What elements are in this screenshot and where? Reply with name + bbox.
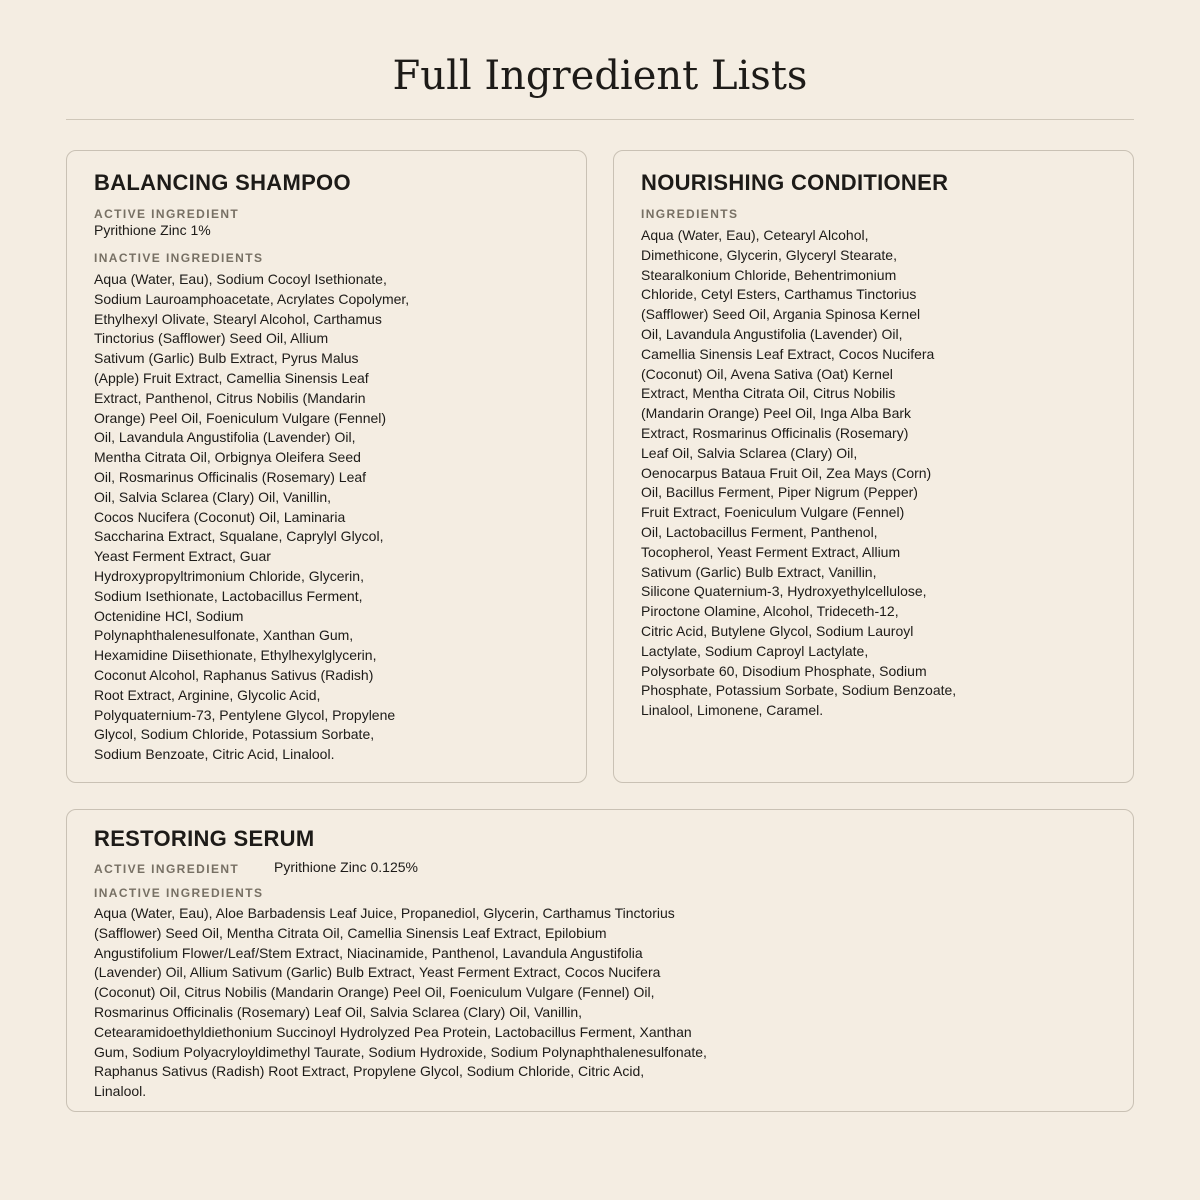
shampoo-ingredient-line: (Apple) Fruit Extract, Camellia Sinensis Leaf (94, 369, 369, 386)
shampoo-inactive-ingredients (94, 270, 409, 765)
serum-card (66, 809, 1134, 1112)
conditioner-ingredient-line: Phosphate, Potassium Sorbate, Sodium Benzoate, (641, 682, 957, 699)
page-title: Full Ingredient Lists (392, 53, 808, 99)
conditioner-ingredient-line: Aqua (Water, Eau), Cetearyl Alcohol, (641, 227, 869, 243)
shampoo-ingredient-line: Hydroxypropyltrimonium Chloride, Glycerin, (94, 567, 364, 584)
conditioner-ingredient-line: Lactylate, Sodium Caproyl Lactylate, (641, 642, 869, 659)
conditioner-ingredient-line: Chloride, Cetyl Esters, Carthamus Tinctorius (641, 286, 917, 303)
shampoo-title: BALANCING SHAMPOO (94, 170, 351, 195)
shampoo-ingredient-line: Sodium Lauroamphoacetate, Acrylates Copolymer, (94, 290, 410, 307)
conditioner-ingredient-line: Stearalkonium Chloride, Behentrimonium (641, 266, 897, 283)
shampoo-ingredient-line: Saccharina Extract, Squalane, Caprylyl Glycol, (94, 528, 384, 545)
shampoo-ingredient-line: Root Extract, Arginine, Glycolic Acid, (94, 686, 321, 703)
shampoo-ingredient-line: Polynaphthalenesulfonate, Xanthan Gum, (94, 627, 354, 644)
shampoo-ingredient-line: Yeast Ferment Extract, Guar (94, 548, 271, 565)
serum-ingredient-line: (Lavender) Oil, Allium Sativum (Garlic) Bulb Extract, Yeast Ferment Extract, Cocos Nucifera (94, 964, 661, 981)
conditioner-ingredient-line: Oil, Lactobacillus Ferment, Panthenol, (641, 523, 878, 540)
shampoo-ingredient-line: Extract, Panthenol, Citrus Nobilis (Mandarin (94, 389, 366, 406)
shampoo-ingredient-line: Aqua (Water, Eau), Sodium Cocoyl Isethionate, (94, 271, 387, 287)
shampoo-ingredient-line: Oil, Lavandula Angustifolia (Lavender) Oil, (94, 429, 356, 446)
conditioner-ingredients (641, 226, 956, 721)
conditioner-ingredient-line: Oil, Bacillus Ferment, Piper Nigrum (Pepper) (641, 484, 918, 501)
shampoo-active-value: Pyrithione Zinc 1% (94, 222, 211, 238)
shampoo-ingredient-line: Sodium Isethionate, Lactobacillus Ferment, (94, 587, 363, 604)
shampoo-ingredient-line: Polyquaternium-73, Pentylene Glycol, Propylene (94, 706, 396, 723)
conditioner-ingredient-line: Leaf Oil, Salvia Sclarea (Clary) Oil, (641, 444, 858, 461)
serum-ingredient-line: Cetearamidoethyldiethonium Succinoyl Hydrolyzed Pea Protein, Lactobacillus Ferment, Xanthan (94, 1023, 692, 1040)
conditioner-ingredient-line: (Coconut) Oil, Avena Sativa (Oat) Kernel (641, 365, 893, 382)
shampoo-ingredient-line: Ethylhexyl Olivate, Stearyl Alcohol, Carthamus (94, 310, 382, 327)
serum-ingredient-line: Aqua (Water, Eau), Aloe Barbadensis Leaf Juice, Propanediol, Glycerin, Carthamus Tinctorius (94, 905, 675, 921)
serum-ingredient-line: (Coconut) Oil, Citrus Nobilis (Mandarin Orange) Peel Oil, Foeniculum Vulgare (Fennel) Oil, (94, 984, 655, 1001)
conditioner-ingredient-line: Camellia Sinensis Leaf Extract, Cocos Nucifera (641, 345, 935, 362)
conditioner-ingredient-line: (Safflower) Seed Oil, Argania Spinosa Kernel (641, 306, 921, 323)
conditioner-ingredient-line: Silicone Quaternium-3, Hydroxyethylcellulose, (641, 583, 927, 600)
conditioner-ingredient-line: Sativum (Garlic) Bulb Extract, Vanillin, (641, 563, 877, 580)
shampoo-ingredient-line: Tinctorius (Safflower) Seed Oil, Allium (94, 330, 329, 347)
shampoo-ingredient-line: Oil, Salvia Sclarea (Clary) Oil, Vanillin, (94, 488, 332, 505)
serum-inactive-ingredients (94, 904, 707, 1102)
serum-ingredient-line: Raphanus Sativus (Radish) Root Extract, Propylene Glycol, Sodium Chloride, Citric Acid, (94, 1063, 645, 1080)
serum-ingredient-line: Rosmarinus Officinalis (Rosemary) Leaf Oil, Salvia Sclarea (Clary) Oil, Vanillin, (94, 1003, 583, 1020)
shampoo-ingredient-line: Orange) Peel Oil, Foeniculum Vulgare (Fennel) (94, 409, 387, 426)
conditioner-ingredient-line: Citric Acid, Butylene Glycol, Sodium Lauroyl (641, 622, 914, 639)
serum-inactive-label: INACTIVE INGREDIENTS (94, 886, 264, 900)
serum-title: RESTORING SERUM (94, 826, 315, 851)
shampoo-active-label: ACTIVE INGREDIENT (94, 207, 240, 221)
shampoo-ingredient-line: Hexamidine Diisethionate, Ethylhexylglycerin, (94, 647, 377, 664)
conditioner-ingredient-line: Tocopherol, Yeast Ferment Extract, Allium (641, 543, 901, 560)
conditioner-ingredient-line: Dimethicone, Glycerin, Glyceryl Stearate, (641, 246, 897, 263)
conditioner-ingredient-line: Oil, Lavandula Angustifolia (Lavender) Oil, (641, 325, 903, 342)
conditioner-ingredient-line: Polysorbate 60, Disodium Phosphate, Sodium (641, 662, 927, 679)
shampoo-ingredient-line: Mentha Citrata Oil, Orbignya Oleifera Seed (94, 449, 361, 466)
conditioner-ingredient-line: Extract, Rosmarinus Officinalis (Rosemary) (641, 424, 909, 441)
conditioner-card (613, 150, 1134, 783)
shampoo-ingredient-line: Cocos Nucifera (Coconut) Oil, Laminaria (94, 508, 346, 525)
conditioner-ingredient-line: Oenocarpus Bataua Fruit Oil, Zea Mays (Corn) (641, 464, 932, 481)
shampoo-ingredient-line: Octenidine HCl, Sodium (94, 607, 244, 624)
conditioner-ingredient-line: Extract, Mentha Citrata Oil, Citrus Nobilis (641, 385, 896, 402)
serum-active-value: Pyrithione Zinc 0.125% (274, 859, 418, 875)
conditioner-ingredient-line: Fruit Extract, Foeniculum Vulgare (Fennel) (641, 504, 905, 521)
serum-active-label: ACTIVE INGREDIENT (94, 862, 240, 876)
title-divider (66, 119, 1134, 120)
shampoo-card (66, 150, 587, 783)
shampoo-ingredient-line: Sativum (Garlic) Bulb Extract, Pyrus Malus (94, 350, 359, 367)
serum-ingredient-line: Gum, Sodium Polyacryloyldimethyl Taurate, Sodium Hydroxide, Sodium Polynaphthalenesulfonate, (94, 1043, 707, 1060)
shampoo-ingredient-line: Sodium Benzoate, Citric Acid, Linalool. (94, 746, 335, 763)
conditioner-ingredients-label: INGREDIENTS (641, 207, 739, 221)
shampoo-ingredient-line: Oil, Rosmarinus Officinalis (Rosemary) Leaf (94, 468, 367, 485)
conditioner-ingredient-line: Piroctone Olamine, Alcohol, Trideceth-12, (641, 603, 899, 620)
conditioner-ingredient-line: (Mandarin Orange) Peel Oil, Inga Alba Bark (641, 405, 912, 422)
serum-ingredient-line: Angustifolium Flower/Leaf/Stem Extract, Niacinamide, Panthenol, Lavandula Angustifolia (94, 944, 643, 961)
shampoo-ingredient-line: Coconut Alcohol, Raphanus Sativus (Radish) (94, 666, 374, 683)
shampoo-ingredient-line: Glycol, Sodium Chloride, Potassium Sorbate, (94, 726, 375, 743)
conditioner-title: NOURISHING CONDITIONER (641, 170, 949, 195)
conditioner-ingredient-line: Linalool, Limonene, Caramel. (641, 702, 824, 719)
shampoo-inactive-label: INACTIVE INGREDIENTS (94, 251, 264, 265)
serum-ingredient-line: Linalool. (94, 1083, 147, 1100)
serum-ingredient-line: (Safflower) Seed Oil, Mentha Citrata Oil, Camellia Sinensis Leaf Extract, Epilobium (94, 924, 607, 941)
